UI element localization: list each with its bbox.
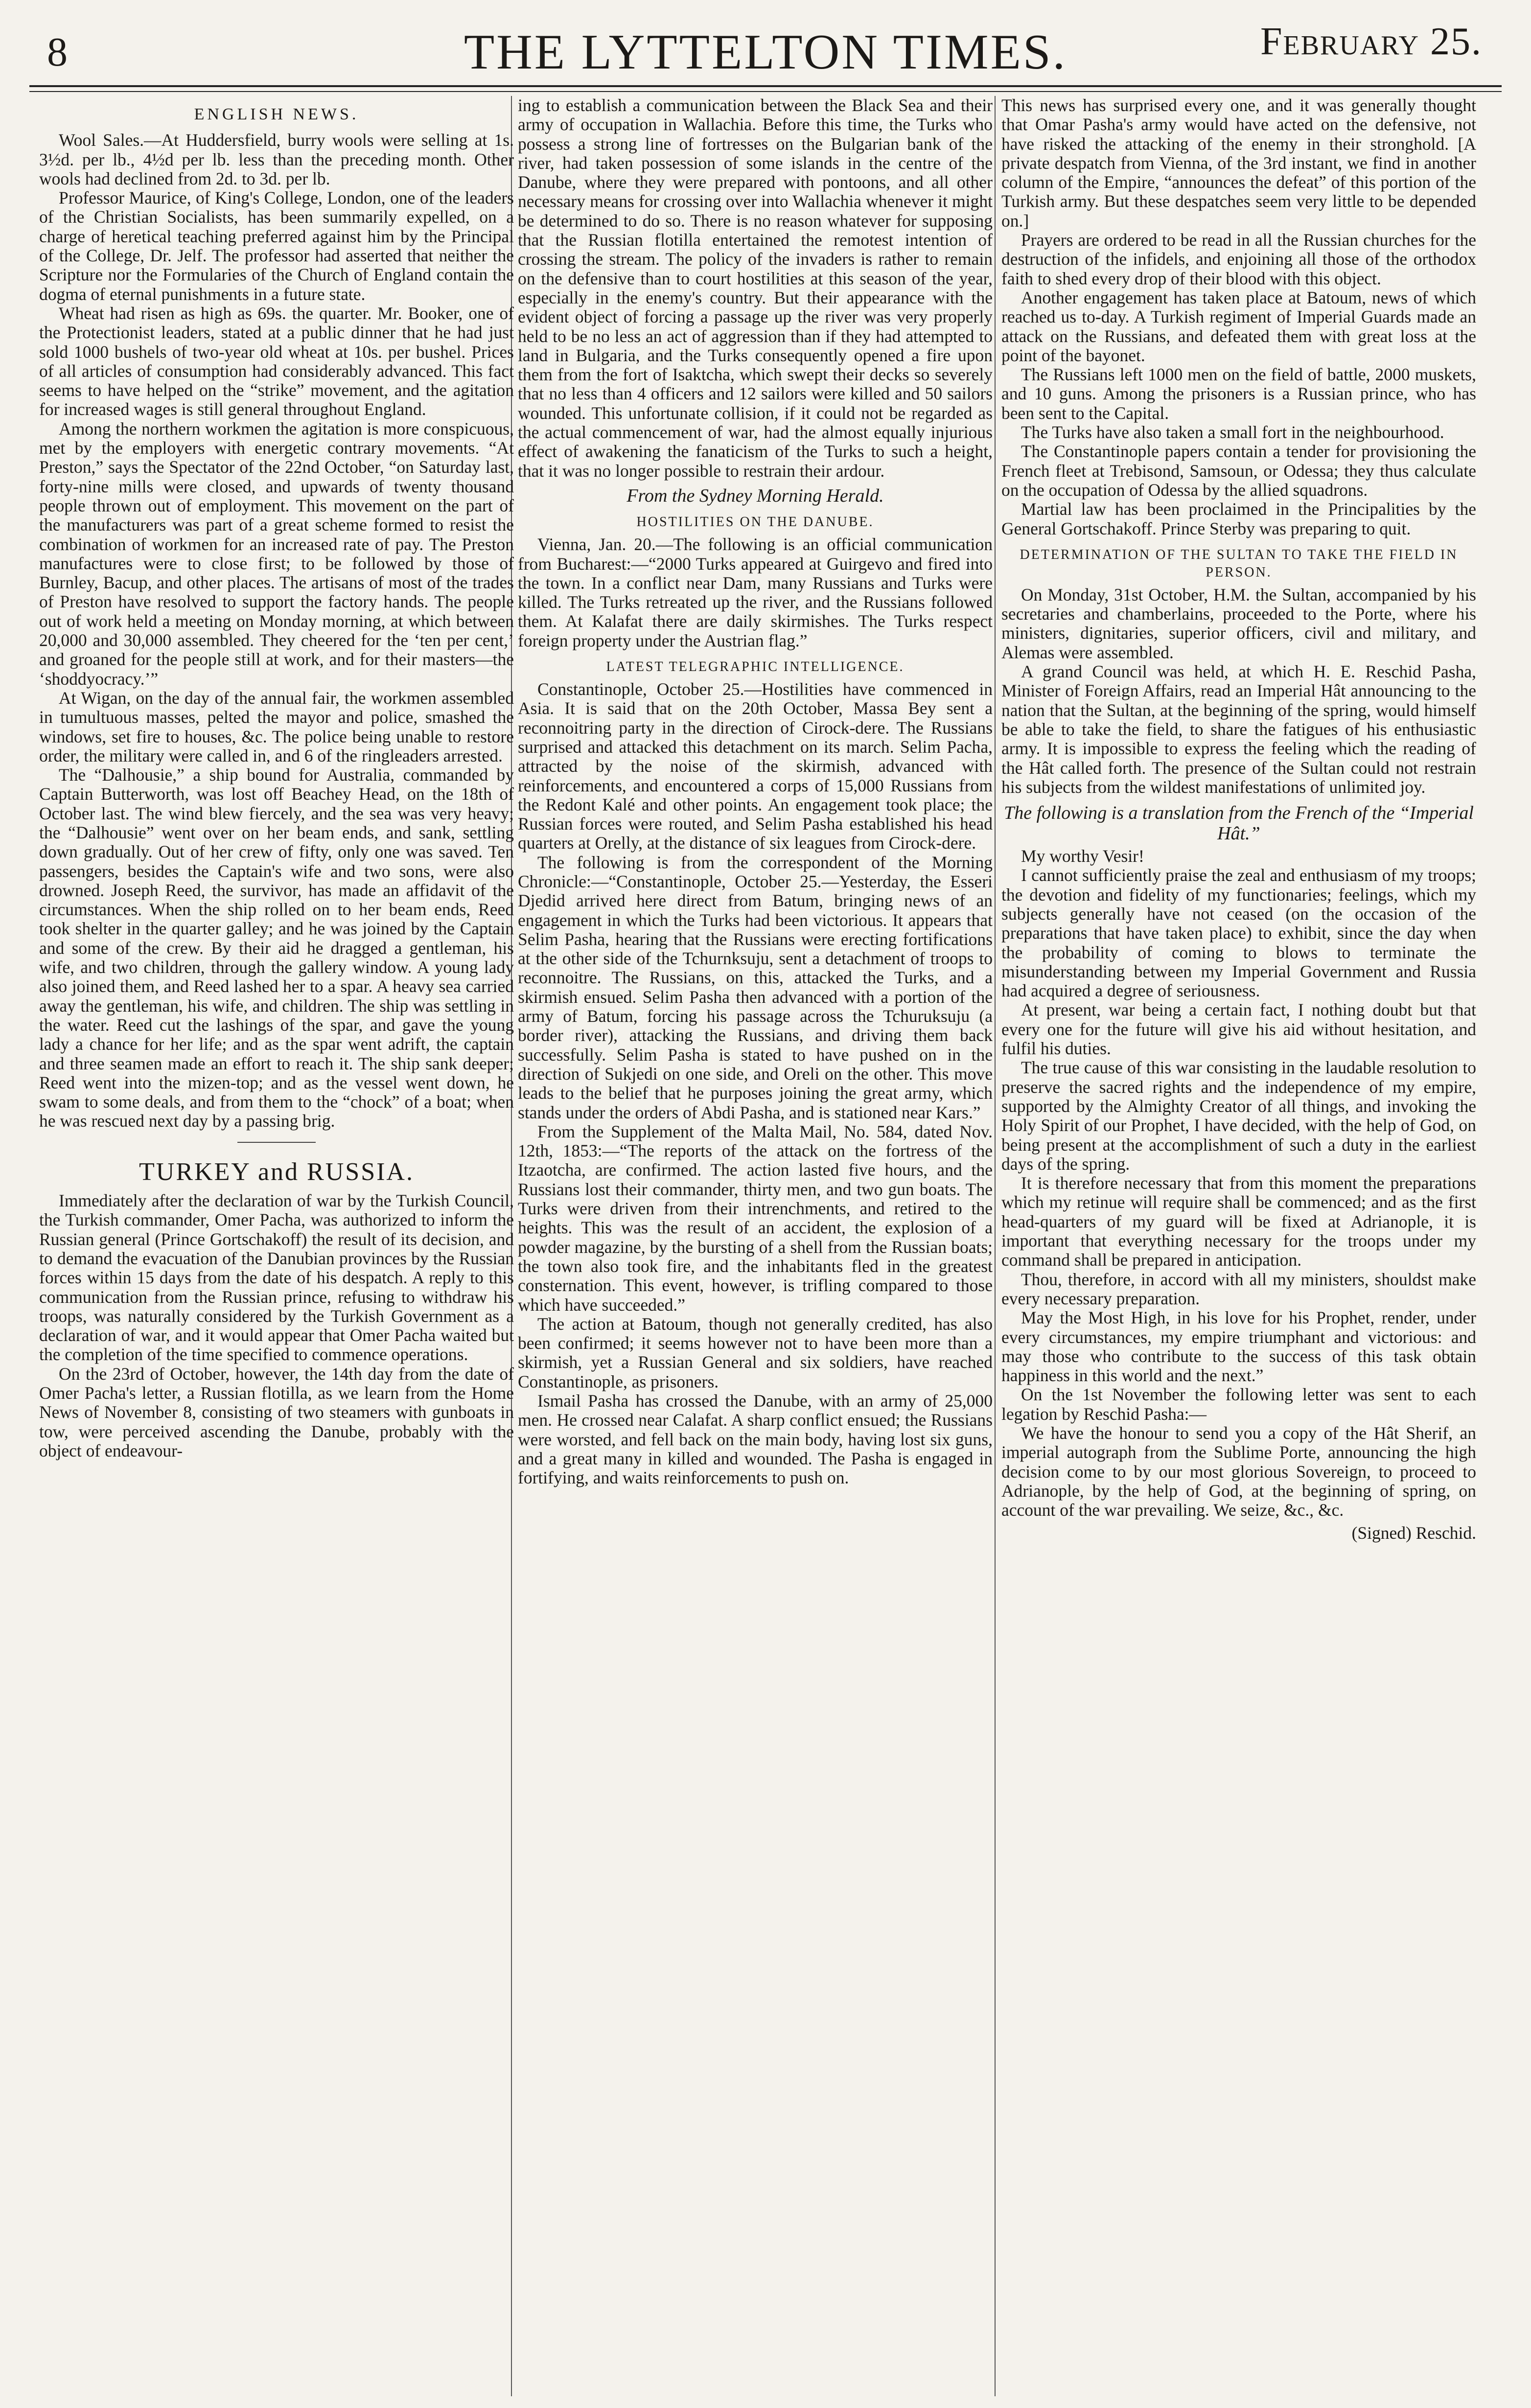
signature-line: (Signed) Reschid. (1351, 1523, 1476, 1543)
section-heading-turkey-russia: TURKEY and RUSSIA. (139, 1158, 414, 1186)
article-paragraph: Thou, therefore, in accord with all my ministers, shouldst make every necessary preparation. (1001, 1269, 1476, 1308)
article-paragraph: The true cause of this war consisting in the laudable resolution to preserve the sacred rights and the independence of my empire, supported by the Almighty Creator of all things, and invoking the Holy Spirit of our Prophet, I have decided, with the help of God, on being present at the accomplishment of such a duty in the earliest days of the spring. (1001, 1058, 1476, 1174)
article-paragraph: On the 1st November the following letter was sent to each legation by Reschid Pasha:— (1001, 1385, 1476, 1424)
article-paragraph: Wheat had risen as high as 69s. the quarter. Mr. Booker, one of the Protectionist leaders, stated at a public dinner that he had just sold 1000 bushels of two-year old wheat at 10s. per bushel. Prices of all articles of consumption had considerably advanced. This fact seems to have helped on the “strike” movement, and the agitation for increased wages is still general throughout England. (39, 303, 514, 419)
column-3 (1001, 96, 1476, 2401)
article-paragraph: Martial law has been proclaimed in the Principalities by the General Gortschakoff. Prince Sterby was preparing to quit. (1001, 499, 1476, 538)
article-paragraph: The action at Batoum, though not generally credited, has also been confirmed; it seems however not to have been more than a skirmish, yet a Russian General and six soldiers, have reached Constantinople, as prisoners. (518, 1314, 993, 1391)
section-heading-english-news: ENGLISH NEWS. (194, 105, 359, 123)
article-paragraph: The Turks have also taken a small fort in the neighbourhood. (1021, 422, 1444, 442)
article-paragraph: The Constantinople papers contain a tender for provisioning the French fleet at Trebisond, Samsoun, or Odessa; they thus calculate on the occupation of Odessa by the allied squadrons. (1001, 441, 1476, 500)
article-paragraph: It is therefore necessary that from this moment the preparations which my retinue will require shall be commenced; and as the first head-quarters of my guard will be fixed at Adrianople, it is important that everything necessary for the troops under my command shall be prepared in anticipation. (1001, 1173, 1476, 1270)
article-paragraph: We have the honour to send you a copy of the Hât Sherif, an imperial autograph from the Sublime Porte, announcing the high decision come to by our most glorious Sovereign, to proceed to Adrianople, by the help of God, at the beginning of spring, on account of the war prevailing. We seize, &c., &c. (1001, 1423, 1476, 1520)
column-divider (995, 96, 996, 2396)
section-divider (237, 1142, 316, 1143)
article-paragraph: Professor Maurice, of King's College, London, one of the leaders of the Christian Socialists, has been summarily expelled, on a charge of heretical teaching preferred against him by the Principal of the College, Dr. Jelf. The professor had asserted that neither the Scripture nor the Formularies of the Church of England contain the dogma of eternal punishments in a future state. (39, 188, 514, 304)
article-paragraph: This news has surprised every one, and it was generally thought that Omar Pasha's army would have acted on the defensive, not have risked the attacking of the enemy in their stronghold. [A private despatch from Vienna, of the 3rd instant, we find in another column of the Empire, “announces the defeat” of this portion of the Turkish army. But these despatches seem very little to be depended on.] (1001, 96, 1476, 231)
article-paragraph: From the Supplement of the Malta Mail, No. 584, dated Nov. 12th, 1853:—“The reports of the attack on the fortress of the Itzaotcha, are confirmed. The action lasted five hours, and the Russians lost their commander, thirty men, and two gun boats. The Turks were driven from their intrenchments, and retired to the heights. This was the result of an accident, the explosion of a powder magazine, by the bursting of a shell from the Russian boats; the town also took fire, and the inhabitants fled in the greatest consternation. This event, however, is trifling compared to those which have succeeded.” (518, 1121, 993, 1315)
issue-date: February 25. (1260, 20, 1482, 63)
article-paragraph: Wool Sales.—At Huddersfield, burry wools were selling at 1s. 3½d. per lb., 4½d per lb. less than the preceding month. Other wools had declined from 2d. to 3d. per lb. (39, 130, 514, 188)
subheading-translation: The following is a translation from the French of the “Imperial Hât.” (1004, 803, 1474, 844)
article-paragraph: Another engagement has taken place at Batoum, news of which reached us to-day. A Turkish regiment of Imperial Guards made an attack on the Russians, and defeated them with great loss at the point of the bayonet. (1001, 287, 1476, 365)
article-paragraph: At Wigan, on the day of the annual fair, the workmen assembled in tumultuous masses, pelted the mayor and police, smashed the windows, set fire to houses, &c. The police being unable to restore order, the military were called in, and 6 of the ringleaders arrested. (39, 688, 514, 765)
masthead (0, 0, 1531, 98)
article-paragraph: Immediately after the declaration of war by the Turkish Council, the Turkish commander, Omer Pacha, was authorized to inform the Russian general (Prince Gortschakoff) the result of its decision, and to demand the evacuation of the Danubian provinces by the Russian forces within 15 days from the date of his despatch. A reply to this communication from the Russian prince, refusing to withdraw his troops, was naturally considered by the Turkish Government as a declaration of war, and it would appear that Omer Pacha waited but the completion of the time specified to commence operations. (39, 1191, 514, 1365)
article-paragraph: Vienna, Jan. 20.—The following is an official communication from Bucharest:—“2000 Turks appeared at Guirgevo and fired into the town. In a conflict near Dam, many Russians and Turks were killed. The Turks retreated up the river, and the Russians followed them. At Kalafat there are daily skirmishes. The Turks respect foreign property under the Austrian flag.” (518, 534, 993, 650)
article-paragraph: On Monday, 31st October, H.M. the Sultan, accompanied by his secretaries and chamberlains, proceeded to the Porte, where his ministers, dignitaries, superior officers, civil and military, and Alemas were assembled. (1001, 584, 1476, 662)
article-paragraph: Prayers are ordered to be read in all the Russian churches for the destruction of the infidels, and enjoining all those of the orthodox faith to shed every drop of their blood with this object. (1001, 230, 1476, 288)
article-paragraph: On the 23rd of October, however, the 14th day from the date of Omer Pacha's letter, a Russian flotilla, as we learn from the Home News of November 8, consisting of two steamers with gunboats in tow, were perceived ascending the Danube, probably with the object of endeavour- (39, 1364, 514, 1460)
article-paragraph: At present, war being a certain fact, I nothing doubt but that every one for the future will give his aid without hesitation, and fulfil his duties. (1001, 1000, 1476, 1059)
masthead-rule (29, 85, 1502, 87)
column-1 (39, 96, 514, 2401)
subheading-sultan-determination: DETERMINATION OF THE SULTAN TO TAKE THE FIELD IN PERSON. (1020, 547, 1458, 580)
page-number: 8 (47, 29, 68, 75)
article-paragraph: ing to establish a communication between the Black Sea and their army of occupation in Wallachia. Before this time, the Turks who possess a strong line of fortresses on the Bulgarian bank of the river, had taken possession of some islands in the centre of the Danube, where they were prepared with pontoons, and all other necessary means for crossing over into Wallachia whenever it might be determined to do so. There is no reason whatever for supposing that the Russian flotilla entertained the remotest intention of crossing the stream. The policy of the invaders is rather to remain on the defensive than to court hostilities at this season of the year, especially in the enemy's country. But their appearance with the evident object of forcing a passage up the river was very properly held to be no less an act of aggression than if they had attempted to land in Bulgaria, and the Turks consequently opened a fire upon them from the fort of Isaktcha, which swept their decks so severely that no less than 4 officers and 12 sailors were killed and 50 sailors wounded. This unfortunate collision, if it could not be regarded as the actual commencement of war, had the almost equally injurious effect of awakening the fanaticism of the Turks to such a height, that it was no longer possible to restrain their ardour. (518, 96, 993, 481)
source-credit: From the Sydney Morning Herald. (626, 485, 884, 506)
subheading-telegraphic: LATEST TELEGRAPHIC INTELLIGENCE. (606, 659, 905, 675)
article-paragraph: Constantinople, October 25.—Hostilities have commenced in Asia. It is said that on the 20th October, Massa Bey sent a reconnoitring party in the direction of Cirock-dere. The Russians surprised and attacked this detachment on its march. Selim Pacha, attracted by the noise of the skirmish, advanced with reinforcements, and encountered a corps of 15,000 Russians from the Redont Kalé and other points. An engagement took place; the Russian forces were routed, and Selim Pasha established his head quarters at Orelly, at the distance of six leagues from Cirock-dere. (518, 679, 993, 853)
subheading-hostilities: HOSTILITIES ON THE DANUBE. (636, 514, 874, 530)
letter-salutation: My worthy Vesir! (1021, 846, 1144, 866)
article-paragraph: A grand Council was held, at which H. E. Reschid Pasha, Minister of Foreign Affairs, read an Imperial Hât announcing to the nation that the Sultan, at the beginning of the spring, would himself be able to take the field, to share the fatigues of his enthusiastic army. It is impossible to express the feeling which the reading of the Hât called forth. The presence of the Sultan could not restrain his subjects from the wildest manifestations of unlimited joy. (1001, 662, 1476, 797)
masthead-rule-thin (29, 91, 1502, 92)
article-paragraph: Among the northern workmen the agitation is more conspicuous, met by the employers with energetic contrary movements. “At Preston,” says the Spectator of the 22nd October, “on Saturday last, forty-nine mills were closed, and upwards of twenty thousand people thrown out of employment. This movement on the part of the manufacturers was part of a great scheme formed to resist the combination of workmen for an increased rate of pay. The Preston manufactures were to close first; to be followed by those of Burnley, Bacup, and other places. The artisans of most of the trades of Preston have resolved to support the factory hands. The people out of work held a meeting on Monday morning, at which between 20,000 and 30,000 assembled. They cheered for the ‘ten per cent,’ and groaned for the people still at work, and for their masters—the ‘shoddyocracy.’” (39, 418, 514, 689)
article-paragraph: May the Most High, in his love for his Prophet, render, under every circumstances, my empire triumphant and victorious: and may those who contribute to the success of this task obtain happiness in this world and the next.” (1001, 1308, 1476, 1386)
article-paragraph: The following is from the correspondent of the Morning Chronicle:—“Constantinople, October 25.—Yesterday, the Esseri Djedid arrived here direct from Batum, bringing news of an engagement in which the Turks had been victorious. It appears that Selim Pasha, hearing that the Russians were erecting fortifications at the other side of the Tchurnksuju, sent a detachment of troops to reconnoitre. The Russians, on this, attacked the Turks, and a skirmish ensued. Selim Pasha then advanced with a portion of the army of Batum, forcing his passage across the Tchuruksuju (a border river), attacking the Russians, and driving them back successfully. Selim Pasha is stated to have pushed on in the direction of Sukjedi on one side, and Oreli on the other. This move leads to the belief that he purposes joining the great army, which stands under the orders of Abdi Pasha, and is stationed near Kars.” (518, 852, 993, 1122)
article-paragraph: Ismail Pasha has crossed the Danube, with an army of 25,000 men. He crossed near Calafat. A sharp conflict ensued; the Russians were worsted, and fell back on the main body, having lost six guns, and a great many in killed and wounded. The Pasha is engaged in fortifying, and waits reinforcements to push on. (518, 1391, 993, 1488)
newspaper-title: THE LYTTELTON TIMES. (464, 24, 1067, 80)
column-2 (518, 96, 993, 2401)
article-paragraph: The Russians left 1000 men on the field of battle, 2000 muskets, and 10 guns. Among the prisoners is a Russian prince, who has been sent to the Capital. (1001, 365, 1476, 423)
article-paragraph: The “Dalhousie,” a ship bound for Australia, commanded by Captain Butterworth, was lost off Beachey Head, on the 18th of October last. The wind blew fiercely, and the sea was very heavy; the “Dalhousie” went over on her beam ends, and sank, settling down gradually. Out of her crew of fifty, only one was saved. Ten passengers, besides the Captain's wife and two sons, were also drowned. Joseph Reed, the survivor, has made an affidavit of the circumstances. When the ship rolled on to her beam ends, Reed took shelter in the quarter galley; and he was joined by the Captain and some of the crew. By their aid he dragged a gentleman, his wife, and two children, through the gallery window. A young lady also joined them, and Reed lashed her to a spar. A heavy sea carried away the gentleman, his wife, and children. The ship was settling in the water. Reed cut the lashings of the spar, and gave the young lady a chance for her life; and as the spar went adrift, the captain and three seamen made an effort to reach it. The ship sank deeper; Reed went into the mizen-top; and as the vessel went down, he swam to some deals, and from them to the “chock” of a boat; when he was rescued next day by a passing brig. (39, 765, 514, 1131)
article-paragraph: I cannot sufficiently praise the zeal and enthusiasm of my troops; the devotion and fidelity of my functionaries; feelings, which my subjects generally have not ceased (on the occasion of the preparations that have taken place) to exhibit, since the day when the probability of coming to blows to terminate the misunderstanding between my Imperial Government and Russia had acquired a degree of seriousness. (1001, 865, 1476, 1001)
